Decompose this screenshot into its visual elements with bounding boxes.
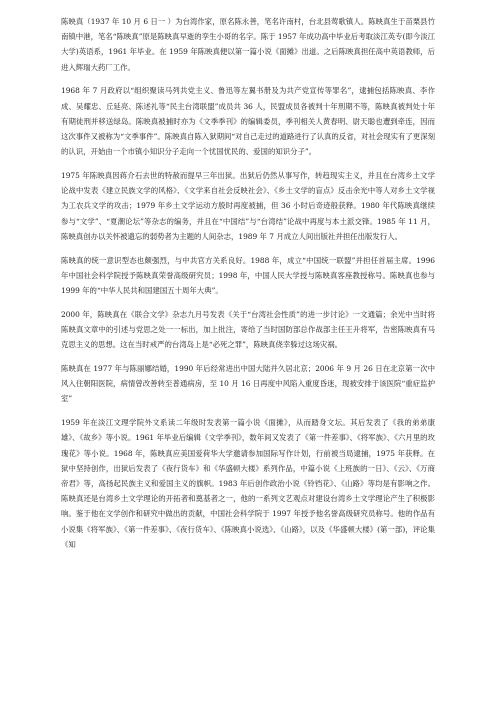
paragraph-gap [61, 407, 435, 416]
paragraph-1975-release: 1975 年陈映真因蒋介石去世的特赦而提早三年出狱。出狱后仍然从事写作，转趋现实主义，并且在台湾乡土文学论战中发表《建立民族文学的风格》、《文学来自社会反映社会》、《乡土文学的盲点》反击余光中等人对乡土文学视为工农兵文学的攻击；1979 年乡土文学运动方殷时再度被捕，但 36 小时后奇迹般获释。1980 年代陈映真继续参与“文学”、“夏潮论坛”等杂志的编务，并且在“中国结”与“台湾结”论战中再度与本土派交锋。1985 年 11 月，陈映真创办以关怀被遗忘的弱势者为主题的人间杂志，1989 年 7 月成立人间出版社并担任出版发行人。 [61, 171, 435, 241]
paragraph-literary-career: 1959 年在淡江文理学院外文系读二年级时发表第一篇小说《面摊》，从而踏身文坛。其后发表了《我的弟弟康雄》、《故乡》等小说。1961 年毕业后编辑《文学季刊》，数年间又发表了《第一件差事》、《将军族》、《六月里的玫瑰花》等小说。1968 年，陈映真应美国爱荷华大学邀请参加国际写作计划，行前被当局逮捕，1975 年获释。在狱中坚持创作，出狱后发表了《夜行货车》和《华盛顿大楼》系列作品，中篇小说《上班族的一日》、《云》、《万商帝君》等，高扬起民族主义和爱国主义的旗帜。1983 年后创作政治小说《铃铛花》、《山路》等均是有影响之作。陈映真还是台湾乡土文学理论的开拓者和奠基者之一，他的一系列文艺观点对建设台湾乡土文学理论产生了积极影响。鉴于他在文学创作和研究中做出的贡献，中国社会科学院于 1997 年授予他名誉高级研究员称号。他的作品有小说集《将军族》、《第一件差事》、《夜行货车》、《陈映真小说选》、《山路》，以及《华盛顿大楼》(第一部)，评论集《知 [61, 418, 435, 549]
paragraph-2000: 2000 年，陈映真在《联合文学》杂志九月号发表《关于“台湾社会性质”的进一步讨论》一文通篇；余光中当时将陈映真文章中的引述与党思之处一一标出，加上批注，寄给了当时国防部总作战部主任王升将军，告密陈映真有马克思主义的思想。这在当时戒严的台湾岛上是“必死之罪”，陈映真侥幸躲过这场灾祸。 [61, 309, 435, 350]
paragraph-unification: 陈映真的统一意识型态也颇强烈，与中共官方关系良好。1988 年，成立“中国统一联盟”并担任首届主席。1996 年中国社会科学院授予陈映真荣誉高级研究员；1998 年，中国人民大学授与陈映真客座教授称号。陈映真也参与 1999 年的“中华人民共和国建国五十周年大典”。 [61, 255, 435, 296]
paragraph-later-life: 陈映真在 1977 年与陈丽娜结婚，1990 年后经常进出中国大陆并久居北京；2006 年 9 月 26 日在北京第一次中风入住朝阳医院，病情曾改善转至普通病房，至 10 月 16 日再度中风陷入重度昏迷，现被安排于该医院“重症监护室” [61, 364, 435, 404]
paragraph-intro: 陈映真（1937 年 10 月 6 日一 ）为台湾作家，原名陈永善，笔名许南村，台北县莺歌镇人。陈映真生于苗栗县竹南镇中港，笔名“陈映真”原是陈映真早逝的孪生小哥的名字。陈于 1957 年成功高中毕业后考取淡江英专(即今淡江大学)英语系，1961 年毕业。在 1959 年陈映真便以第一篇小说《面摊》出道。之后陈映真担任高中英语教师，后进入辉瑞大药厂工作。 [61, 17, 435, 72]
paragraph-gap [61, 298, 435, 307]
paragraph-gap [61, 159, 435, 168]
paragraph-gap [61, 244, 435, 253]
paragraph-1968-arrest: 1968 年 7 月政府以“组织聚读马列共党主义、鲁迅等左翼书册及为共产党宣传等罪名”，逮捕包括陈映真、李作成、吴耀忠、丘延亮、陈述礼等“民主台湾联盟”成员共 36 人，民盟成员各被判十年刑期不等，陈映真被判处十年有期徒刑并移送绿岛。陈映真被捕时亦为《文季季刊》的编辑委员，季刊相关人黄春明、尉天聪也遭到牵连，因而这次事件又被称为“文季事件”。陈映真自陈入狱期间“对自己走过的道路进行了认真的反省，对社会现实有了更深刻的认识，开始由一个市镇小知识分子走向一个忧国忧民的、爱国的知识分子”。 [61, 86, 435, 157]
paragraph-gap [61, 352, 435, 361]
paragraph-gap [61, 75, 435, 84]
